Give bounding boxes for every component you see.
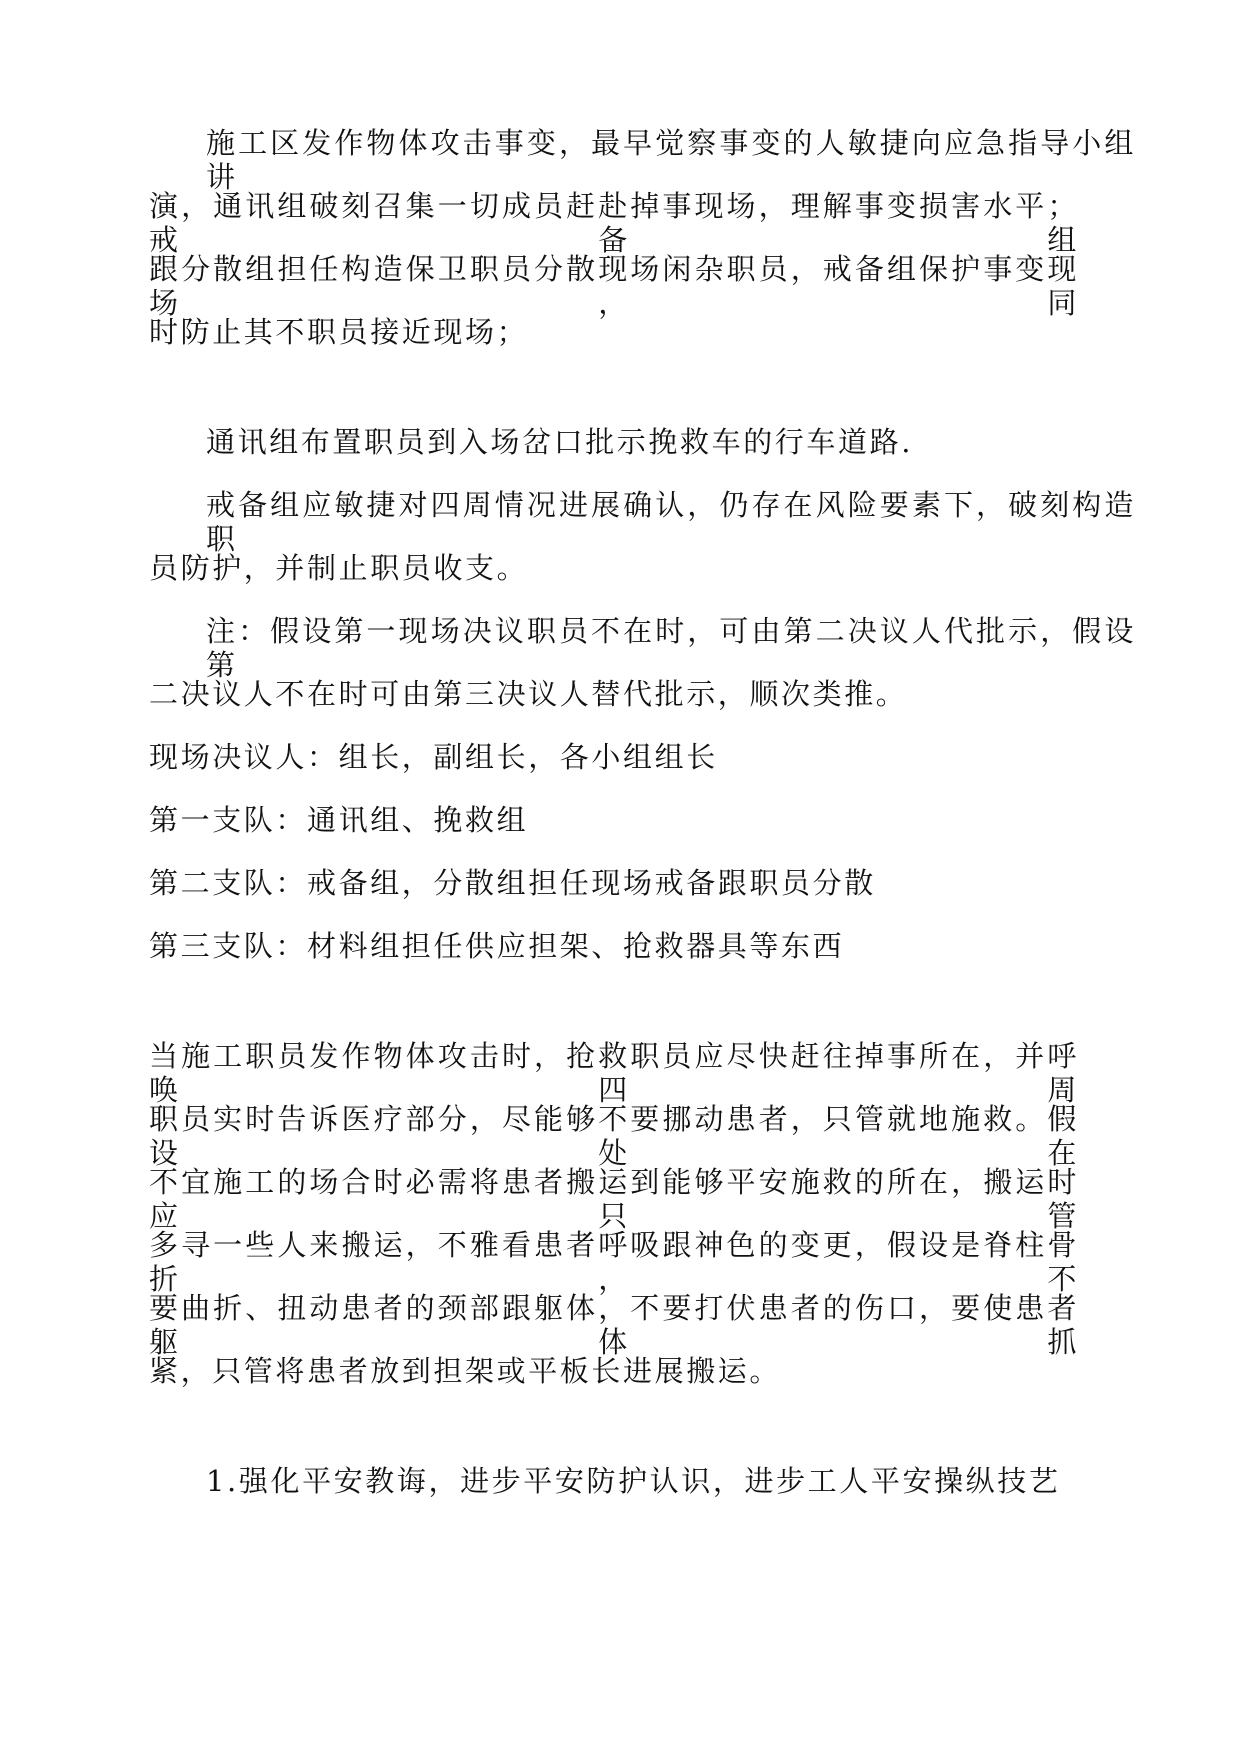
paragraph-1-line-2: 演，通讯组破刻召集一切成员赶赴掉事现场，理解事变损害水平；戒备组 bbox=[149, 189, 1079, 257]
paragraph-3-line-2: 员防护，并制止职员收支。 bbox=[149, 551, 529, 585]
paragraph-5-line-4: 多寻一些人来搬运，不雅看患者呼吸跟神色的变更，假设是脊柱骨折，不 bbox=[149, 1228, 1079, 1296]
paragraph-5-line-3: 不宜施工的场合时必需将患者搬运到能够平安施救的所在，搬运时应只管 bbox=[149, 1165, 1079, 1233]
paragraph-1-line-3: 跟分散组担任构造保卫职员分散现场闲杂职员，戒备组保护事变现场，同 bbox=[149, 252, 1079, 320]
decision-makers-line: 现场决议人：组长，副组长，各小组组长 bbox=[149, 740, 718, 774]
paragraph-1-line-1: 施工区发作物体攻击事变，最早觉察事变的人敏捷向应急指导小组讲 bbox=[206, 126, 1136, 194]
note-line-1: 注：假设第一现场决议职员不在时，可由第二决议人代批示，假设第 bbox=[206, 614, 1136, 682]
note-line-2: 二决议人不在时可由第三决议人替代批示，顺次类推。 bbox=[149, 677, 908, 711]
second-team-line: 第二支队：戒备组，分散组担任现场戒备跟职员分散 bbox=[149, 866, 876, 900]
paragraph-1-line-4: 时防止其不职员接近现场； bbox=[149, 315, 529, 349]
paragraph-2-line-1: 通讯组布置职员到入场岔口批示挽救车的行车道路. bbox=[206, 425, 914, 459]
list-item-1: 1.强化平安教诲，进步平安防护认识，进步工人平安操纵技艺 bbox=[206, 1464, 1061, 1498]
paragraph-5-line-2: 职员实时告诉医疗部分，尽能够不要挪动患者，只管就地施救。假设处在 bbox=[149, 1102, 1079, 1170]
paragraph-5-line-1: 当施工职员发作物体攻击时，抢救职员应尽快赶往掉事所在，并呼唤四周 bbox=[149, 1039, 1079, 1107]
first-team-line: 第一支队：通讯组、挽救组 bbox=[149, 803, 529, 837]
paragraph-5-line-6: 紧，只管将患者放到担架或平板长进展搬运。 bbox=[149, 1354, 782, 1388]
paragraph-5-line-5: 要曲折、扭动患者的颈部跟躯体，不要打伏患者的伤口，要使患者躯体抓 bbox=[149, 1291, 1079, 1359]
paragraph-3-line-1: 戒备组应敏捷对四周情况进展确认，仍存在风险要素下，破刻构造职 bbox=[206, 488, 1136, 556]
third-team-line: 第三支队：材料组担任供应担架、抢救器具等东西 bbox=[149, 929, 845, 963]
